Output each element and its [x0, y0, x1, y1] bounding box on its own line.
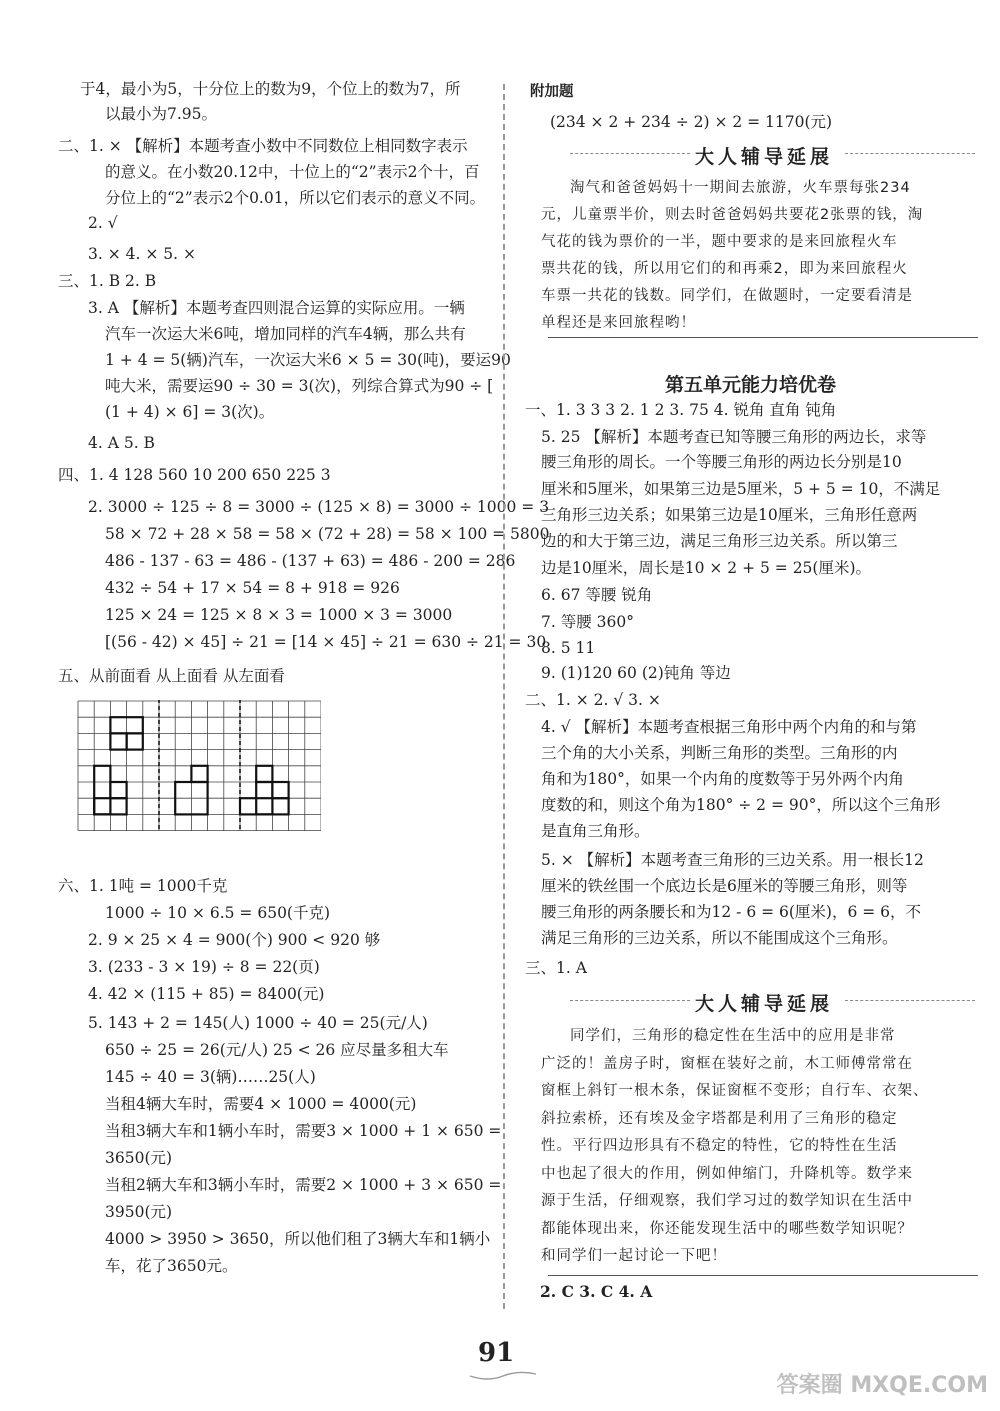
box2-line: 和同学们一起讨论一下吧！ — [541, 1248, 727, 1264]
page-number-swash — [468, 1370, 538, 1382]
left-line: 车，花了3650元。 — [105, 1257, 238, 1275]
box2-line: 都能体现出来，你还能发现生活中的哪些数学知识呢？ — [541, 1220, 913, 1237]
box2-top-line-right — [845, 1000, 975, 1001]
right-line: 一、1. 3 3 3 2. 1 2 3. 75 4. 锐角 直角 钝角 — [525, 401, 837, 419]
right-line: 5. × 【解析】本题考查三角形的三边关系。用一根长12 — [541, 851, 924, 869]
left-line: 吨大米，需要运90 ÷ 30 = 3(次)，列综合算式为90 ÷ [ — [105, 377, 494, 395]
left-line: 5. 143 + 2 = 145(人) 1000 ÷ 40 = 25(元/人) — [88, 1014, 428, 1032]
left-line: [(56 - 42) × 45] ÷ 21 = [14 × 45] ÷ 21 = 630 ÷ 21 = 30 — [105, 633, 547, 651]
left-line: 3650(元) — [105, 1149, 173, 1167]
box1-line: 元，儿童票半价，则去时爸爸妈妈共要花2张票的钱，淘 — [541, 207, 924, 223]
left-line: 3. A 【解析】本题考查四则混合运算的实际应用。一辆 — [88, 299, 465, 317]
unit-title: 第五单元能力培优卷 — [665, 374, 837, 396]
watermark-text: 答案圈 MXQE.COM — [776, 1373, 988, 1398]
left-line: 四、1. 4 128 560 10 200 650 225 3 — [58, 466, 331, 484]
left-line: 486 - 137 - 63 = 486 - (137 + 63) = 486 - 200 = 286 — [105, 552, 516, 570]
box1-line: 单程还是来回旅程哟！ — [541, 315, 696, 331]
left-line: 六、1. 1吨 = 1000千克 — [58, 877, 228, 895]
left-line: 于4，最小为5，十分位上的数为9，个位上的数为7，所 — [80, 80, 461, 98]
left-line: 3. × 4. × 5. × — [88, 245, 196, 263]
left-line: 432 ÷ 54 + 17 × 54 = 8 + 918 = 926 — [105, 579, 400, 597]
watermark — [777, 1368, 988, 1399]
left-line: 分位上的“2”表示2个0.01，所以它们表示的意义不同。 — [105, 189, 486, 207]
left-line: 1000 ÷ 10 × 6.5 = 650(千克) — [105, 904, 331, 922]
right-line: 4. √ 【解析】本题考查根据三角形中两个内角的和与第 — [541, 718, 917, 736]
box1-title: 大人辅导延展 — [695, 146, 834, 168]
right-line: 7. 等腰 360° — [541, 613, 634, 631]
left-line: 4. A 5. B — [88, 434, 155, 452]
box2-line: 源于生活，仔细观察，我们学习过的数学知识在生活中 — [541, 1193, 913, 1209]
left-line: 650 ÷ 25 = 26(元/人) 25 < 26 应尽量多租大车 — [105, 1041, 449, 1059]
box1-line: 淘气和爸爸妈妈十一期间去旅游，火车票每张234 — [570, 180, 911, 196]
right-line: 角和为180°，如果一个内角的度数等于另外两个内角 — [541, 770, 904, 788]
right-line: 5. 25 【解析】本题考查已知等腰三角形的两边长，求等 — [541, 428, 927, 446]
right-line: 8. 5 11 — [541, 639, 596, 657]
right-line: 6. 67 等腰 锐角 — [541, 586, 653, 604]
left-line: 58 × 72 + 28 × 58 = 58 × (72 + 28) = 58 × 100 = 5800 — [105, 525, 550, 543]
right-line: 度数的和，则这个角为180° ÷ 2 = 90°，所以这个三角形 — [541, 796, 941, 814]
right-line: 腰三角形的周长。一个等腰三角形的两边长分别是10 — [541, 453, 902, 471]
box1-line: 气花的钱为票价的一半，题中要求的是来回旅程火车 — [541, 234, 898, 250]
left-line: 当租2辆大车和3辆小车时，需要2 × 1000 + 3 × 650 = — [105, 1176, 502, 1194]
left-line: 145 ÷ 40 = 3(辆)……25(人) — [105, 1068, 316, 1086]
box2-line: 广泛的！盖房子时，窗框在装好之前，木工师傅常常在 — [541, 1055, 913, 1072]
left-line: 2. 3000 ÷ 125 ÷ 8 = 3000 ÷ (125 × 8) = 3000 ÷ 1000 = 3 — [88, 498, 550, 516]
left-line: 1 + 4 = 5(辆)汽车，一次运大米6 × 5 = 30(吨)，要运90 — [105, 351, 511, 369]
left-line: 4000 > 3950 > 3650，所以他们租了3辆大车和1辆小 — [105, 1230, 491, 1248]
box2-line: 中也起了很大的作用，例如伸缩门，升降机等。数学来 — [541, 1165, 913, 1182]
box2-title: 大人辅导延展 — [695, 993, 834, 1015]
right-line: 腰三角形的两条腰长和为12 - 6 = 6(厘米)，6 = 6，不 — [541, 903, 922, 921]
left-line: 三、1. B 2. B — [58, 272, 157, 290]
right-line: 边的和大于第三边，满足三角形三边关系。所以第三 — [541, 532, 898, 550]
box1-bottom-line — [548, 337, 978, 338]
right-line: 二、1. × 2. √ 3. × — [525, 691, 661, 709]
left-line: 当租4辆大车时，需要4 × 1000 = 4000(元) — [105, 1095, 417, 1113]
three-views-grid — [77, 700, 321, 838]
left-line: 的意义。在小数20.12中，十位上的“2”表示2个十，百 — [105, 163, 480, 181]
box2-top-line — [570, 1000, 690, 1001]
right-line: 满足三角形的三边关系，所以不能围成这个三角形。 — [541, 929, 898, 947]
left-line: 五、从前面看 从上面看 从左面看 — [58, 667, 285, 685]
right-line: 厘米和5厘米，如果第三边是5厘米，5 + 5 = 10，不满足 — [541, 480, 941, 498]
left-line: 2. 9 × 25 × 4 = 900(个) 900 < 920 够 — [88, 931, 381, 949]
left-line: 3. (233 - 3 × 19) ÷ 8 = 22(页) — [88, 958, 320, 976]
box2-line: 斜拉索桥，还有埃及金字塔都是利用了三角形的稳定 — [541, 1110, 898, 1127]
right-line: 厘米的铁丝围一个底边长是6厘米的等腰三角形，则等 — [541, 877, 908, 895]
left-line: 二、1. × 【解析】本题考查小数中不同数位上相同数字表示 — [58, 137, 468, 155]
box2-bottom-line — [548, 1275, 978, 1276]
box1-line: 车票一共花的钱数。同学们，在做题时，一定要看清是 — [541, 288, 913, 304]
left-line: 以最小为7.95。 — [105, 105, 218, 123]
fujia-formula: (234 × 2 + 234 ÷ 2) × 2 = 1170(元) — [550, 113, 833, 131]
left-line: 当租3辆大车和1辆小车时，需要3 × 1000 + 1 × 650 = — [105, 1122, 502, 1140]
page-number: 91 — [478, 1338, 515, 1368]
box1-top-line — [570, 153, 690, 154]
left-line: (1 + 4) × 6] = 3(次)。 — [105, 403, 275, 421]
fujia-title: 附加题 — [530, 84, 574, 100]
box1-top-line-right — [845, 153, 975, 154]
box2-line: 窗框上斜钉一根木条，保证窗框不变形；自行车、衣架、 — [541, 1083, 929, 1099]
right-line: 边是10厘米，周长是10 × 2 + 5 = 25(厘米)。 — [541, 559, 872, 577]
box1-line: 票共花的钱，所以用它们的和再乘2，即为来回旅程火 — [541, 261, 908, 277]
left-line: 汽车一次运大米6吨，增加同样的汽车4辆，那么共有 — [105, 325, 466, 343]
last-answers: 2. C 3. C 4. A — [540, 1282, 653, 1301]
left-line: 125 × 24 = 125 × 8 × 3 = 1000 × 3 = 3000 — [105, 606, 453, 624]
box2-line: 性。平行四边形具有不稳定的特性，它的特性在生活 — [541, 1138, 898, 1154]
right-line: 9. (1)120 60 (2)钝角 等边 — [541, 664, 731, 682]
right-line: 三角形三边关系；如果第三边是10厘米，三角形任意两 — [541, 506, 918, 524]
right-line: 是直角三角形。 — [541, 822, 650, 840]
box2-line: 同学们，三角形的稳定性在生活中的应用是非常 — [570, 1028, 896, 1044]
right-line: 三个角的大小关系，判断三角形的类型。三角形的内 — [541, 744, 898, 762]
right-line: 三、1. A — [525, 959, 587, 977]
left-line: 4. 42 × (115 + 85) = 8400(元) — [88, 985, 325, 1003]
left-line: 3950(元) — [105, 1203, 173, 1221]
left-line: 2. √ — [88, 214, 118, 232]
column-divider — [503, 84, 505, 1309]
